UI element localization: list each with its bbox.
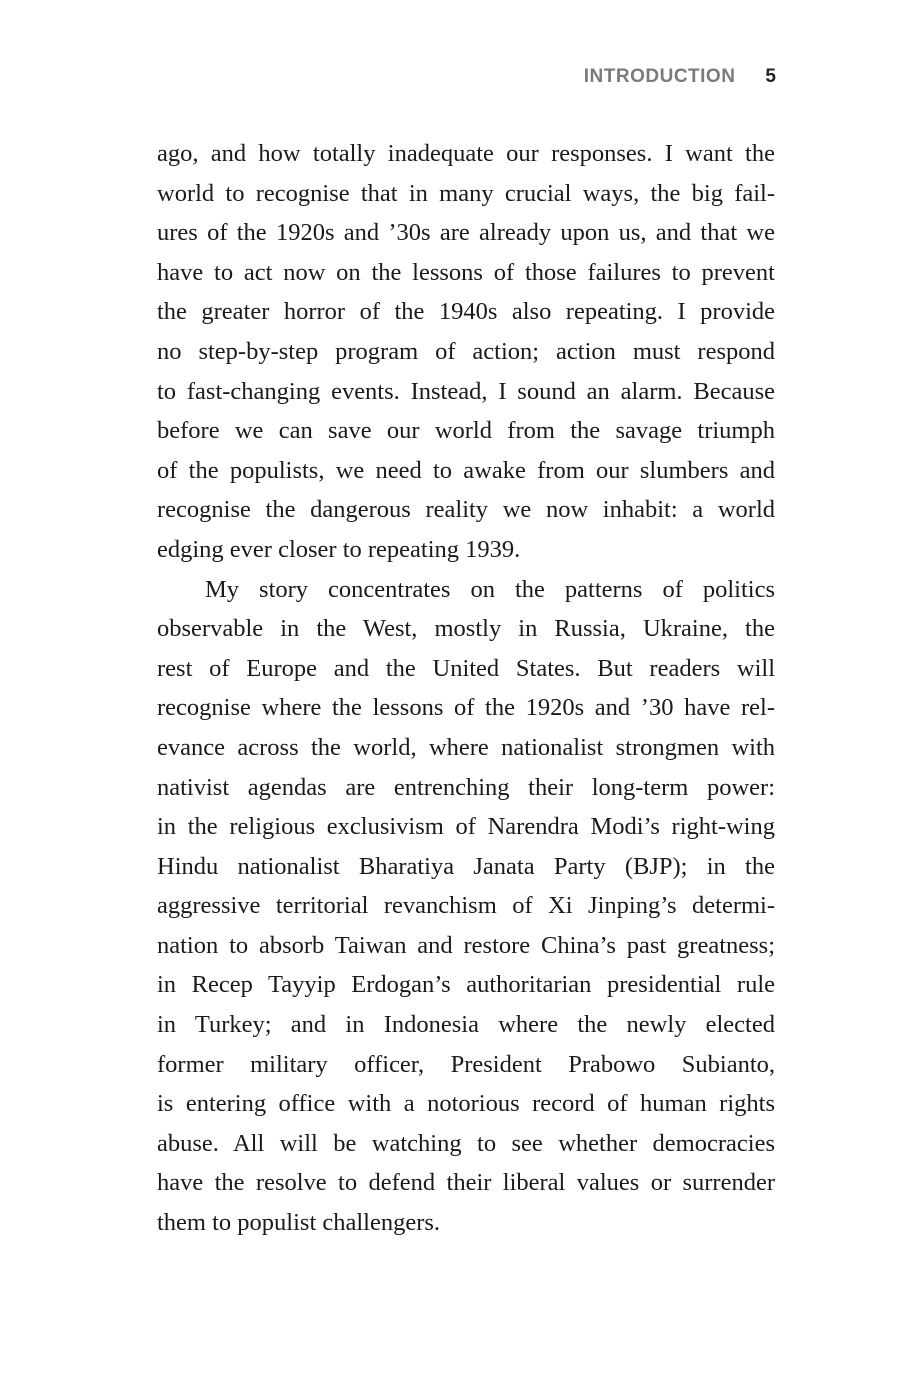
text-line: to fast-changing events. Instead, I sound an alarm. Because	[157, 377, 775, 405]
text-line: in the religious exclusivism of Narendra Modi’s right-wing	[157, 813, 775, 841]
text-line: have the resolve to defend their liberal values or surrender	[157, 1169, 775, 1197]
text-line: Hindu nationalist Bharatiya Janata Party (BJP); in the	[157, 852, 775, 880]
text-line: My story concentrates on the patterns of politics	[205, 575, 775, 603]
text-line: rest of Europe and the United States. But readers will	[157, 654, 775, 682]
text-line: recognise the dangerous reality we now inhabit: a world	[157, 496, 775, 524]
text-line: observable in the West, mostly in Russia, Ukraine, the	[157, 615, 775, 643]
text-line: in Recep Tayyip Erdogan’s authoritarian presidential rule	[157, 971, 775, 999]
running-head	[584, 66, 776, 88]
text-line: ures of the 1920s and ’30s are already upon us, and that we	[157, 219, 775, 247]
text-line: ago, and how totally inadequate our responses. I want the	[157, 140, 775, 167]
text-line: the greater horror of the 1940s also repeating. I provide	[157, 298, 775, 326]
text-line: recognise where the lessons of the 1920s and ’30 have rel-	[157, 694, 775, 722]
text-line: nation to absorb Taiwan and restore China’s past greatness;	[157, 931, 775, 959]
text-line: them to populist challengers.	[157, 1209, 441, 1237]
text-line: of the populists, we need to awake from our slumbers and	[157, 456, 775, 484]
paragraph	[157, 134, 775, 570]
text-line: abuse. All will be watching to see whether democracies	[157, 1129, 775, 1157]
text-line: no step-by-step program of action; action must respond	[157, 337, 775, 365]
text-line: aggressive territorial revanchism of Xi Jinping’s determi-	[157, 892, 775, 920]
text-line: is entering office with a notorious record of human rights	[157, 1090, 775, 1118]
text-line: nativist agendas are entrenching their long-term power:	[157, 773, 775, 801]
text-line: have to act now on the lessons of those failures to prevent	[157, 258, 775, 286]
paragraph	[157, 570, 775, 1243]
page-number: 5	[765, 66, 776, 87]
text-line: before we can save our world from the savage triumph	[157, 417, 775, 445]
body-text	[157, 134, 775, 1243]
text-line: world to recognise that in many crucial ways, the big fail-	[157, 179, 775, 207]
text-line: former military officer, President Prabowo Subianto,	[157, 1050, 775, 1078]
section-title: INTRODUCTION	[583, 66, 736, 87]
text-line: edging ever closer to repeating 1939.	[157, 535, 521, 563]
text-line: evance across the world, where nationalist strongmen with	[157, 733, 775, 761]
text-line: in Turkey; and in Indonesia where the newly elected	[157, 1011, 775, 1039]
